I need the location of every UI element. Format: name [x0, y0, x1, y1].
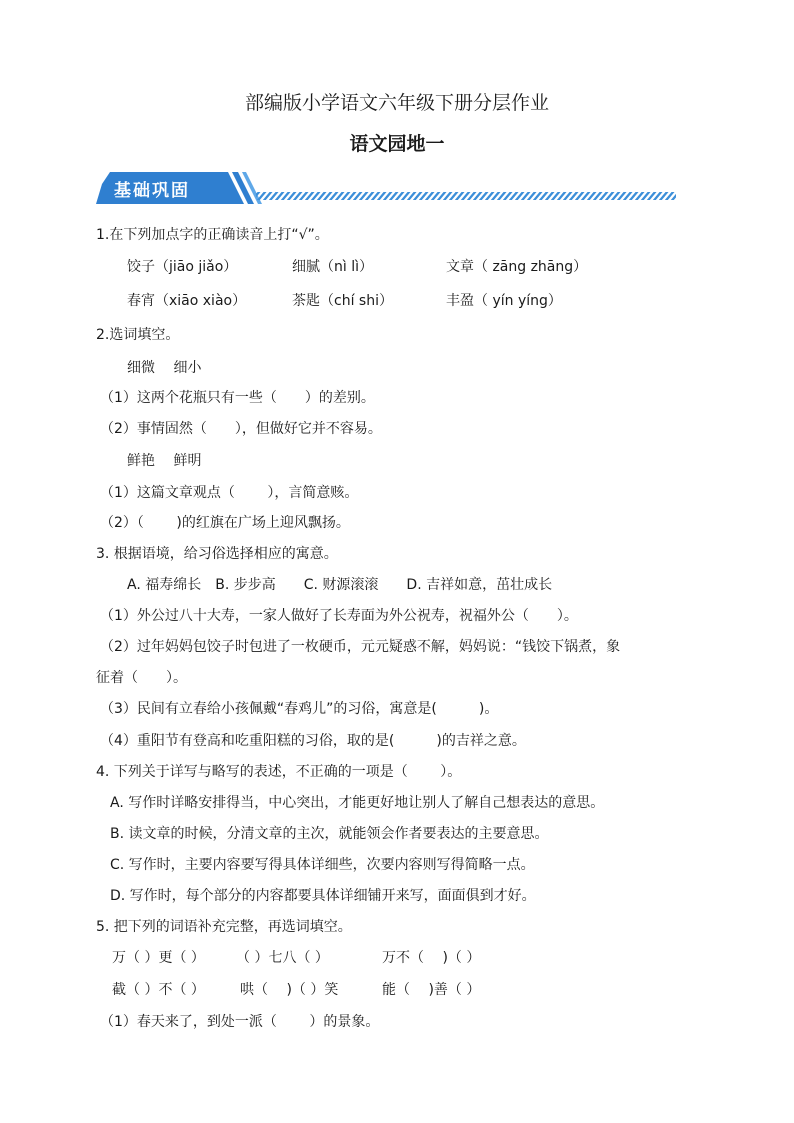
q4-option: D. 写作时，每个部分的内容都要具体详细铺开来写，面面俱到才好。: [110, 888, 536, 904]
q2-item: （2）（ )的红旗在广场上迎风飘扬。: [100, 515, 350, 531]
q5-idiom-blank: 能（ )善（ ）: [382, 982, 481, 998]
q2-stem: 2.选词填空。: [96, 327, 180, 343]
q1-stem: 1.在下列加点字的正确读音上打“√”。: [96, 227, 329, 243]
section-banner: [96, 170, 686, 206]
q5-item: （1）春天来了，到处一派（ ）的景象。: [100, 1014, 380, 1030]
q3-item: （2）过年妈妈包饺子时包进了一枚硬币，元元疑惑不解，妈妈说：“钱饺下锅煮，象: [100, 639, 621, 655]
q1-option: 饺子（jiāo jiǎo）: [127, 259, 238, 275]
section-banner-label: 基础巩固: [114, 181, 190, 201]
q1-option: 丰盈（ yín yíng）: [446, 293, 562, 309]
q1-option: 文章（ zāng zhāng）: [446, 259, 588, 275]
q3-item: （1）外公过八十大寿，一家人做好了长寿面为外公祝寿，祝福外公（ ）。: [100, 608, 578, 624]
q4-option: A. 写作时详略安排得当，中心突出，才能更好地让别人了解自己想表达的意思。: [110, 795, 605, 811]
q3-stem: 3. 根据语境，给习俗选择相应的寓意。: [96, 546, 338, 562]
q1-option: 茶匙（chí shi）: [292, 293, 393, 309]
q3-item: （3）民间有立春给小孩佩戴“春鸡儿”的习俗，寓意是( )。: [100, 701, 499, 717]
document-subtitle: 语文园地一: [349, 133, 445, 155]
q5-idiom-blank: 万不（ )（ ）: [382, 950, 481, 966]
q5-idiom-blank: 截（ ）不（ ）: [112, 982, 205, 998]
q2-word-choices: 细微 细小: [127, 360, 202, 376]
q4-stem: 4. 下列关于详写与略写的表述，不正确的一项是（ ）。: [96, 764, 462, 780]
q3-item: （4）重阳节有登高和吃重阳糕的习俗，取的是( )的吉祥之意。: [100, 733, 526, 749]
q5-stem: 5. 把下列的词语补充完整，再选词填空。: [96, 919, 352, 935]
q5-idiom-blank: 哄（ )（ ）笑: [240, 982, 339, 998]
q4-option: C. 写作时，主要内容要写得具体详细些，次要内容则写得简略一点。: [110, 857, 535, 873]
q2-item: （1）这篇文章观点（ ），言简意赅。: [100, 485, 359, 501]
q1-option: 春宵（xiāo xiào）: [127, 293, 247, 309]
q2-item: （2）事情固然（ ），但做好它并不容易。: [100, 421, 382, 437]
q1-option: 细腻（nì lì）: [292, 259, 373, 275]
q5-idiom-blank: 万（ ）更（ ）: [112, 950, 205, 966]
q5-idiom-blank: （ ）七八（ ）: [236, 950, 329, 966]
q3-options: A. 福寿绵长 B. 步步高 C. 财源滚滚 D. 吉祥如意，茁壮成长: [127, 577, 553, 593]
q4-option: B. 读文章的时候，分清文章的主次，就能领会作者要表达的主要意思。: [110, 826, 549, 842]
document-title: 部编版小学语文六年级下册分层作业: [244, 92, 549, 114]
q3-item-continued: 征着（ ）。: [96, 670, 187, 686]
q2-item: （1）这两个花瓶只有一些（ ）的差别。: [100, 390, 375, 406]
q2-word-choices: 鲜艳 鲜明: [127, 453, 202, 469]
